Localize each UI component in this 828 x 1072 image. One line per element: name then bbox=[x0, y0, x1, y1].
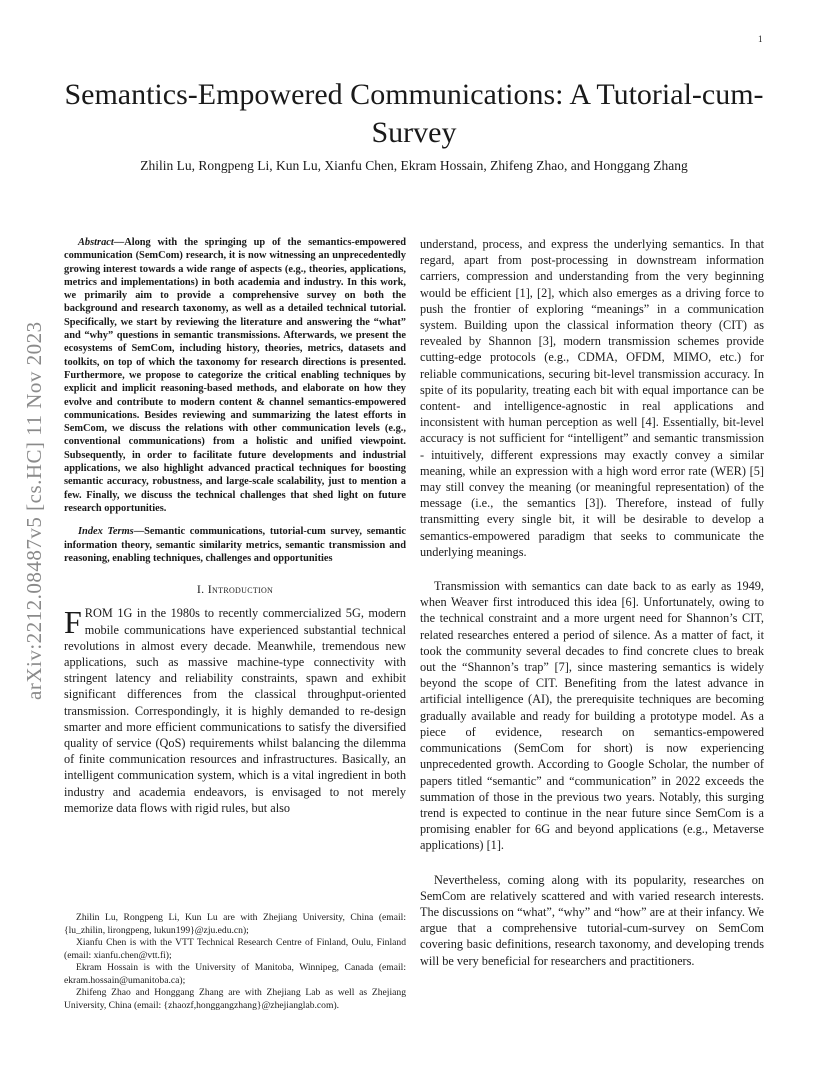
index-terms-text: —Semantic communications, tutorial-cum survey, semantic information theory, semantic similarity metrics, semantic transmission and reasoning, enabling techniques, challenges and opportunities bbox=[64, 526, 406, 564]
arxiv-identifier: arXiv:2212.08487v5 [cs.HC] 11 Nov 2023 bbox=[22, 321, 46, 700]
section-heading bbox=[64, 581, 406, 597]
footnote: Ekram Hossain is with the University of Manitoba, Winnipeg, Canada (email: ekram.hossain@umanitoba.ca); bbox=[64, 962, 406, 986]
body-paragraph: Transmission with semantics can date back to as early as 1949, when Weaver first introduced this idea [6]. Unfortunately, owing to the technical constraint and a more urgent need for Shannon’s CIT, related researches entered a period of silence. As a matter of fact, it took the community several decades to find concrete clues to break out the “Shannon’s trap” [7], since mastering semantics is widely beyond the scope of CIT. Benefiting from the latest advance in artificial intelligence (AI), the prerequisite techniques are becoming gradually available and ready for building a prototype model. As a piece of evidence, research on semantics-empowered communications (SemCom for short) is now experiencing unprecedented growth. According to Google Scholar, the number of papers titled “semantic” and “communication” in 2022 exceeds the summation of those in the previous two years. Notably, this surging trend is expected to continue in the near future since SemCom is a promising enabler for 6G and beyond applications (e.g., Metaverse applications) [1]. bbox=[420, 579, 764, 853]
footnote: Zhifeng Zhao and Honggang Zhang are with Zhejiang Lab as well as Zhejiang University, China (email: {zhaozf,honggangzhang}@zhejianglab.com). bbox=[64, 987, 406, 1011]
section-title: Introduction bbox=[207, 582, 274, 597]
abstract-text: —Along with the springing up of the semantics-empowered communication (SemCom) research, it is now witnessing an unprecedentedly growing interest towards a wide range of aspects (e.g., theories, applications, metrics and implementations) in both academia and industry. In this work, we primarily aim to provide a comprehensive survey on both the background and research taxonomy, as well as a detailed technical tutorial. Specifically, we start by reviewing the literature and answering the “what” and “why” questions in semantic transmissions. Afterwards, we present the ecosystems of SemCom, including history, theories, metrics, datasets and toolkits, on top of which the taxonomy for research directions is presented. Furthermore, we propose to categorize the critical enabling techniques by explicit and implicit reasoning-based methods, and elaborate on how they evolve and contribute to modern content & channel semantics-empowered communications. Besides reviewing and summarizing the latest efforts in SemCom, we discuss the relations with other communication levels (e.g., conventional communications) from a holistic and unified viewpoint. Subsequently, in order to facilitate future developments and industrial applications, we also highlight advanced practical techniques for boosting semantic accuracy, robustness, and large-scale scalability, just to mention a few. Finally, we discuss the technical challenges that shed light on future research opportunities. bbox=[64, 237, 406, 514]
drop-cap: F bbox=[64, 604, 82, 641]
footnotes bbox=[64, 912, 406, 1012]
left-column bbox=[64, 236, 406, 816]
intro-text: 1G in the 1980s to recently commercialized 5G, modern mobile communications have experienced substantial technical revolutions in almost every decade. Meanwhile, tremendous new applications, such as massive machine-type connectivity with stringent latency and reliability constraints, spawn and exhibit significant differences from the classical throughput-oriented transmission. Correspondingly, it is highly demanded to re-design smarter and more efficient communications to satisfy the diversified quality of service (QoS) requirements whilst balancing the dilemma of finite communication resources and infrastructures. Basically, an intelligent communication system, which is a vital ingredient in both industry and academia endeavors, is envisaged to not merely memorize data flows with rigid rules, but also bbox=[64, 606, 406, 815]
footnote: Zhilin Lu, Rongpeng Li, Kun Lu are with Zhejiang University, China (email: {lu_zhilin, lirongpeng, lukun199}@zju.edu.cn); bbox=[64, 912, 406, 936]
index-terms-label: Index Terms bbox=[78, 526, 134, 538]
intro-paragraph bbox=[64, 605, 406, 816]
abstract-label: Abstract bbox=[78, 237, 114, 248]
abstract bbox=[64, 236, 406, 515]
body-paragraph: Nevertheless, coming along with its popularity, researches on SemCom are relatively scattered and with varied research interests. The discussions on “what”, “why” and “how” are at their infancy. We argue that a comprehensive tutorial-cum-survey on SemCom covering basic definitions, research taxonomy, and developing trends will be very beneficial for researchers and practitioners. bbox=[420, 872, 764, 968]
body-paragraph: understand, process, and express the underlying semantics. In that regard, apart from post-processing in downstream information carriers, compression and understanding from the very beginning would be efficient [1], [2], which also emerges as a driving force to push the frontier of exploring “meanings” in a communication system. Building upon the classical information theory (CIT) as revealed by Shannon [3], modern transmission schemes provide cutting-edge protocols (e.g., CDMA, OFDM, MIMO, etc.) for reliable communications, securing bit-level transmission accuracy. In spite of its popularity, treating each bit with equal importance can be content- and intelligence-agnostic in real applications and inconsistent with human perception as well [4]. Essentially, bit-level accuracy is not sufficient for “intelligent” and semantic transmission - intuitively, different expressions may exactly convey a similar meaning, while an expression with a high word error rate (WER) [5] may still convey the meaning (or meaningful representation) of the message (i.e., the semantics [3]). Therefore, instead of fully transmitting every single bit, it will be desirable to develop a semantics-empowered paradigm that seeks to communicate the underlying meanings. bbox=[420, 237, 764, 559]
index-terms bbox=[64, 525, 406, 565]
paper-title: Semantics-Empowered Communications: A Tutorial-cum-Survey bbox=[64, 78, 764, 149]
section-number: I. bbox=[196, 582, 205, 597]
footnote: Xianfu Chen is with the VTT Technical Research Centre of Finland, Oulu, Finland (email: xianfu.chen@vtt.fi); bbox=[64, 937, 406, 961]
intro-first-word: ROM bbox=[84, 606, 113, 621]
page-number: 1 bbox=[758, 34, 763, 44]
right-column bbox=[420, 236, 764, 969]
author-list: Zhilin Lu, Rongpeng Li, Kun Lu, Xianfu Chen, Ekram Hossain, Zhifeng Zhao, and Honggang Zhang bbox=[140, 158, 688, 173]
